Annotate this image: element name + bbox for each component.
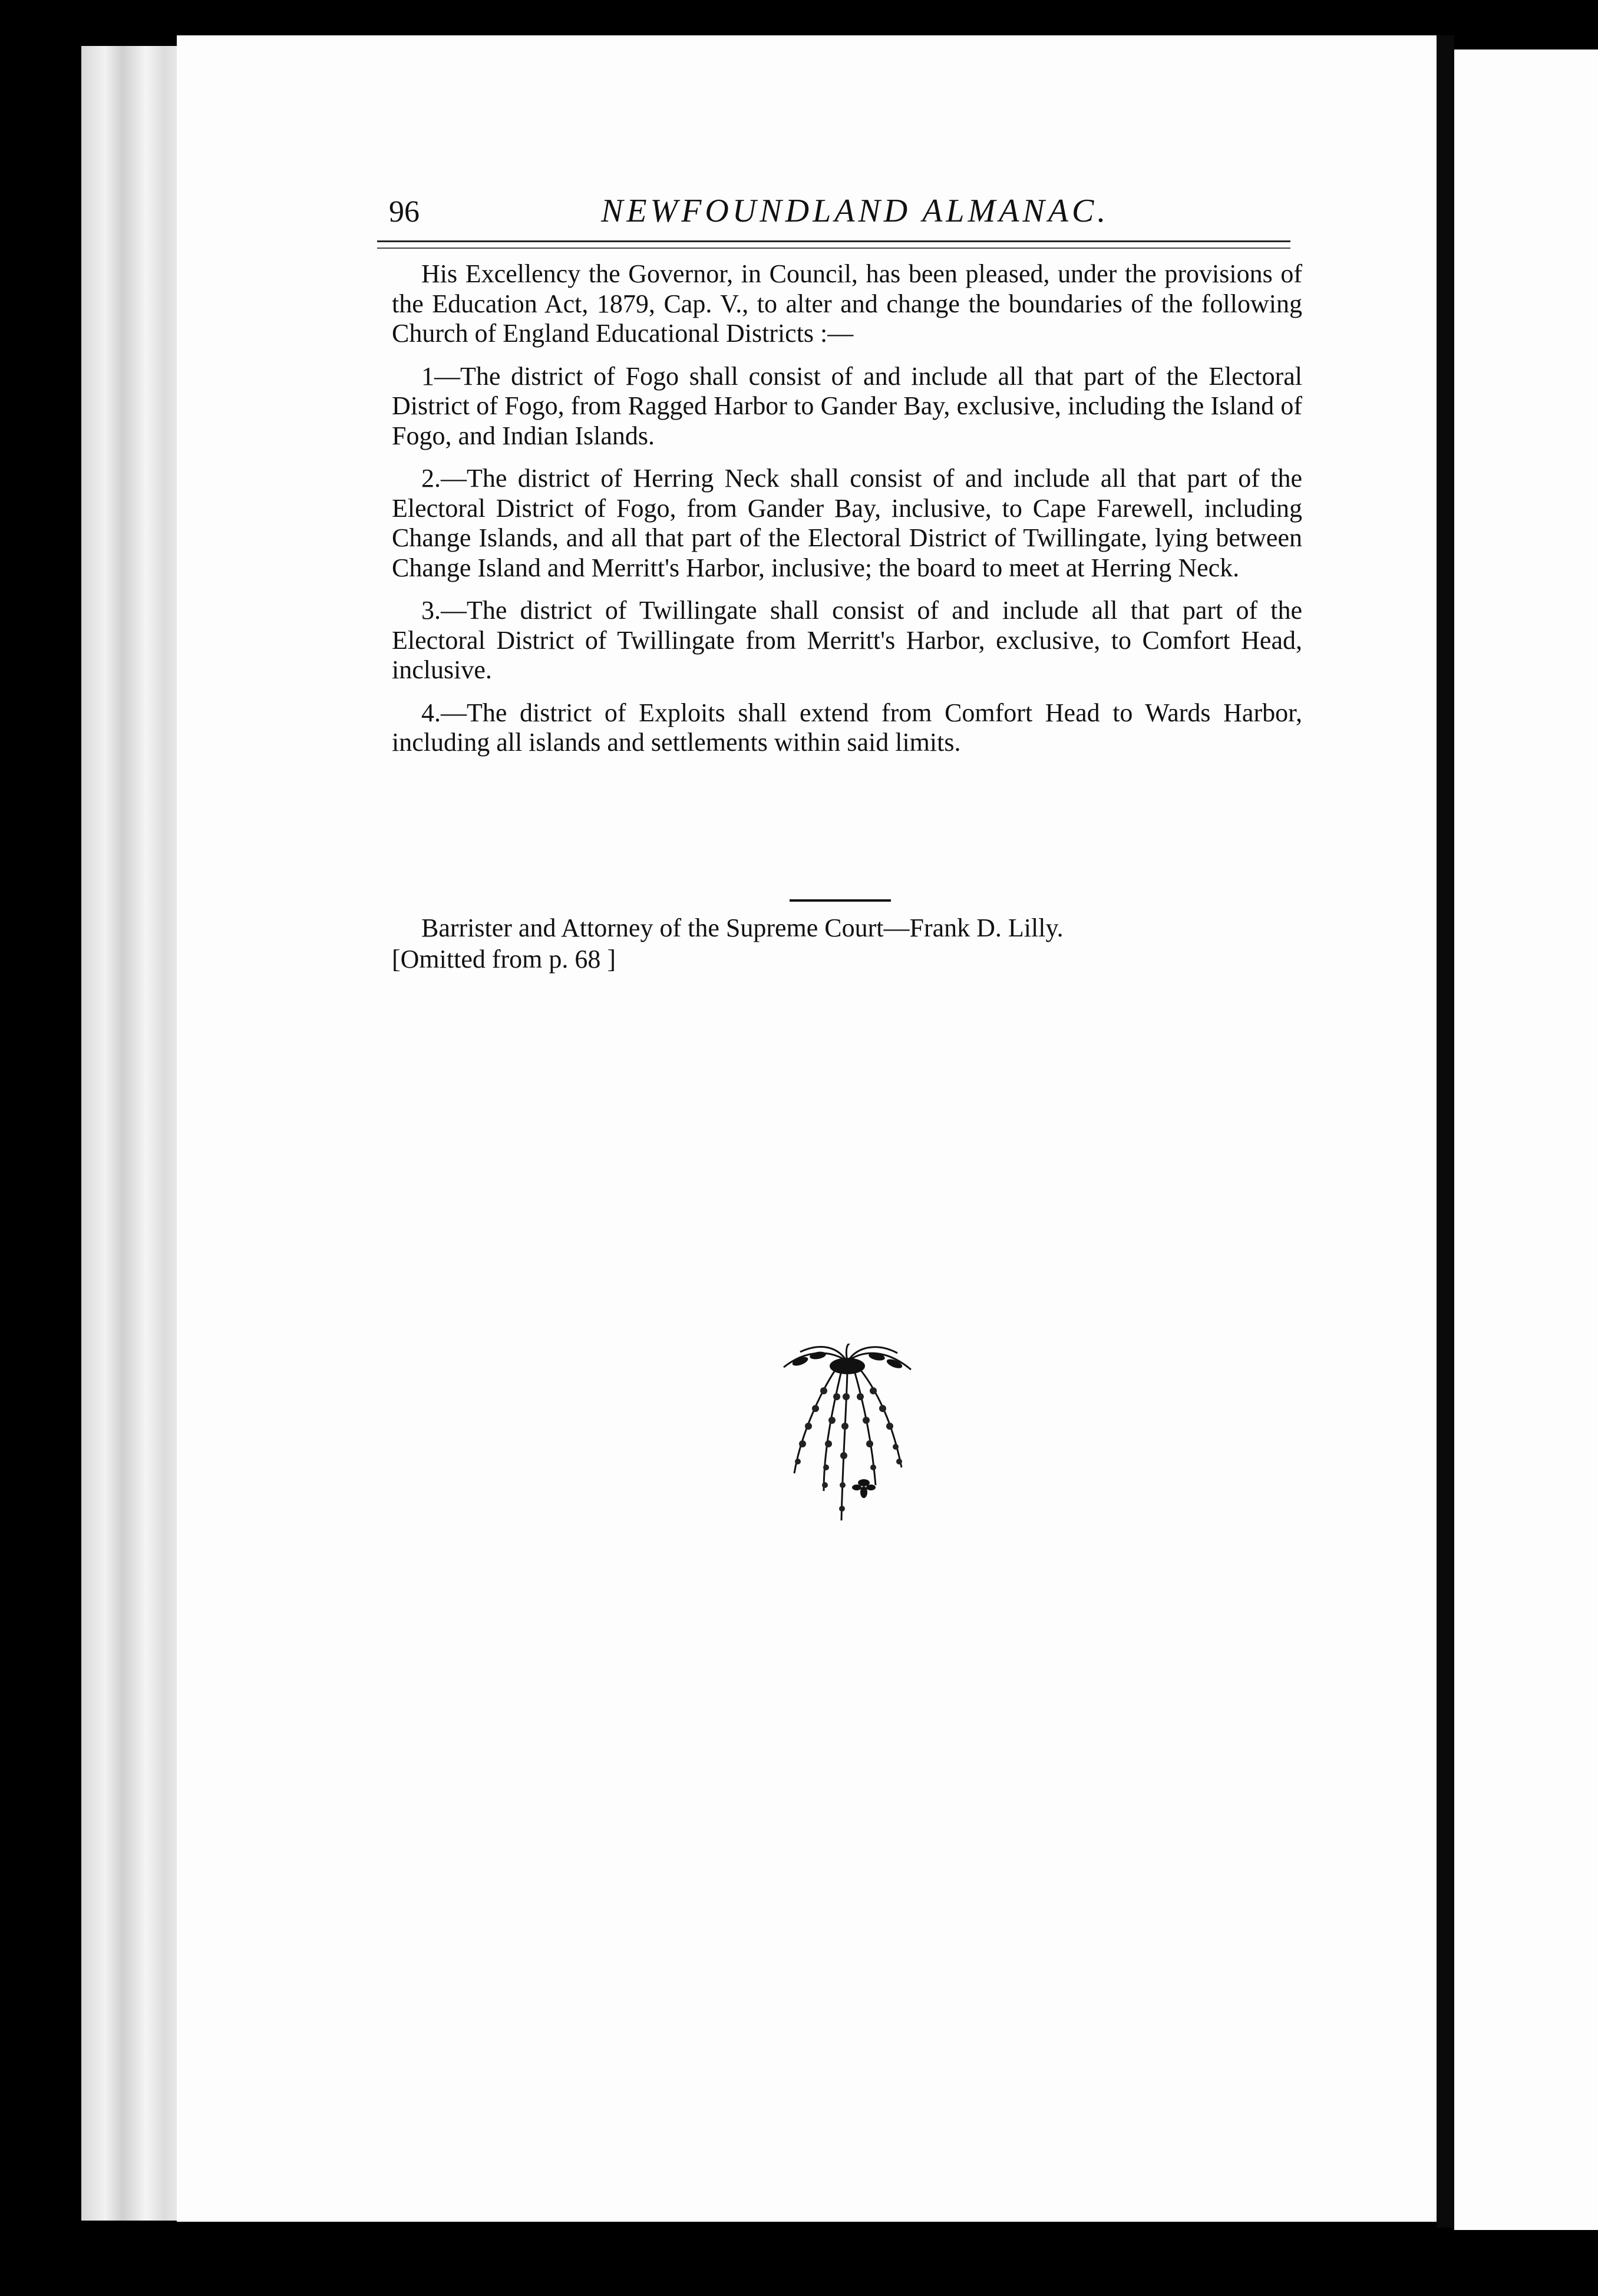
header-rule-thin xyxy=(377,248,1290,249)
paragraph-exploits: 4.—The district of Exploits shall extend from Comfort Head to Wards Harbor, including all islands and settlements within said limits. xyxy=(392,698,1302,757)
fern-vignette-icon xyxy=(777,1344,918,1532)
page-number: 96 xyxy=(389,195,420,229)
addendum-line: Barrister and Attorney of the Supreme Court—Frank D. Lilly. xyxy=(421,913,1064,942)
addendum-note: [Omitted from p. 68 ] xyxy=(392,945,616,974)
running-title: NEWFOUNDLAND ALMANAC. xyxy=(601,193,1110,229)
paragraph-intro: His Excellency the Governor, in Council, has been pleased, under the provisions of the Education Act, 1879, Cap. V., to alter and change the boundaries of the following Church of England Educational Districts :— xyxy=(392,259,1302,348)
section-divider xyxy=(790,899,891,902)
facing-page-edge xyxy=(1454,50,1598,2230)
addendum xyxy=(392,912,1302,975)
page-header xyxy=(389,194,1296,242)
spine-shadow xyxy=(1437,35,1454,2228)
header-rule xyxy=(377,240,1290,242)
body-text xyxy=(392,259,1302,771)
paragraph-twillingate: 3.—The district of Twillingate shall consist of and include all that part of the Electoral District of Twillingate from Merritt's Harbor, exclusive, to Comfort Head, inclusive. xyxy=(392,596,1302,684)
paragraph-herring-neck: 2.—The district of Herring Neck shall consist of and include all that part of the Electoral District of Fogo, from Gander Bay, inclusive, to Cape Farewell, including Change Islands, and all that part of the Electoral District of Twillingate, lying between Change Island and Merritt's Harbor, inclusive; the board to meet at Herring Neck. xyxy=(392,464,1302,582)
paragraph-fogo: 1—The district of Fogo shall consist of and include all that part of the Electoral District of Fogo, from Ragged Harbor to Gander Bay, exclusive, including the Island of Fogo, and Indian Islands. xyxy=(392,361,1302,450)
